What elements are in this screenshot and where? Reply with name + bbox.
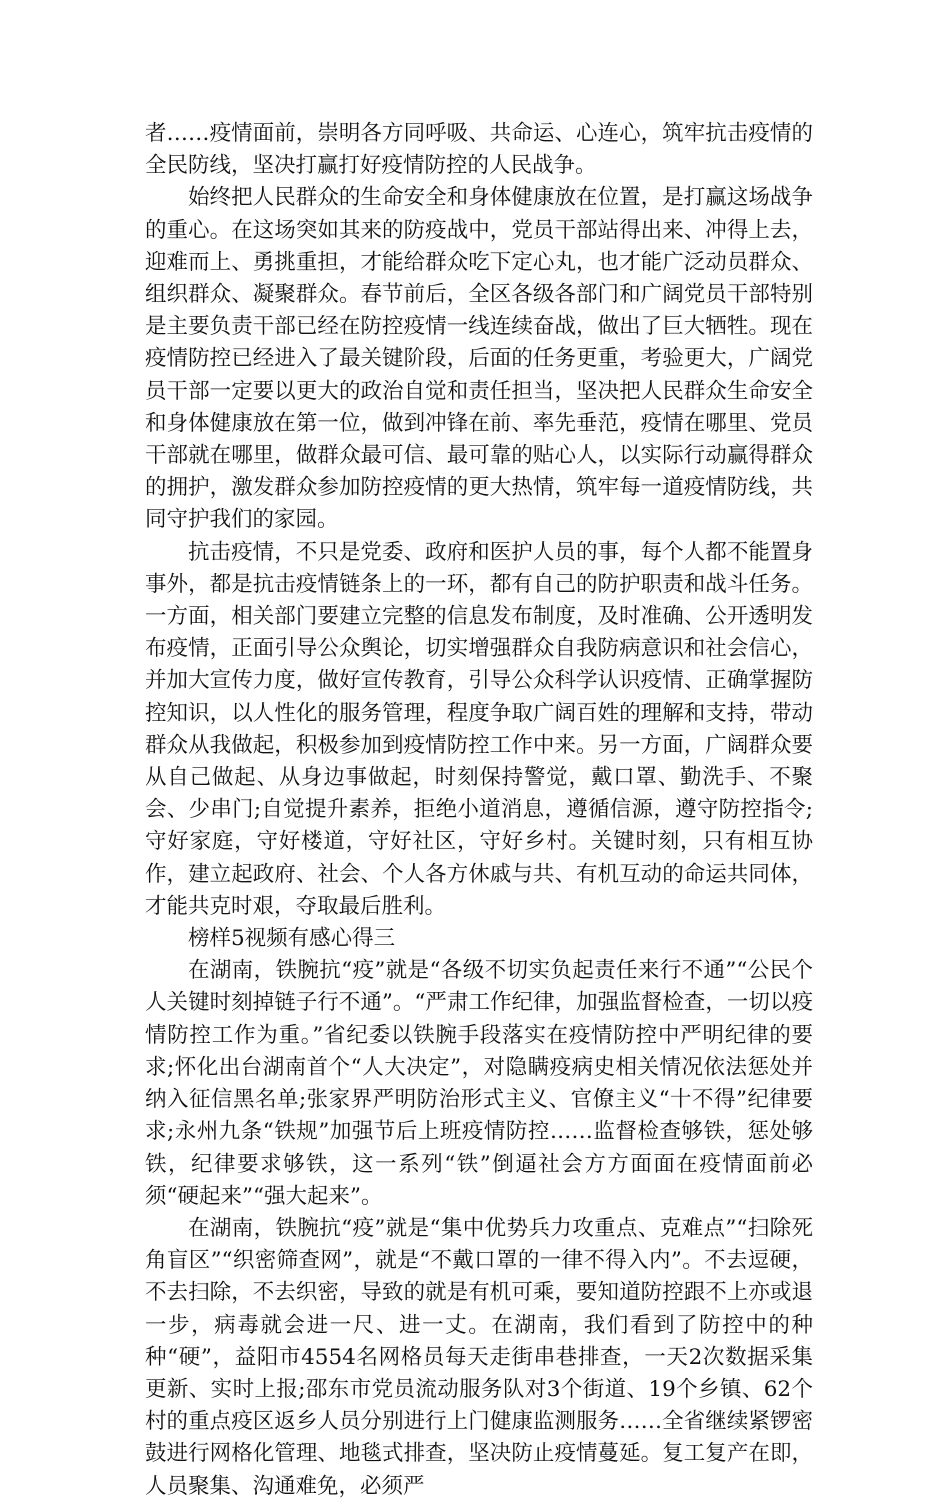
paragraph-hunan-prevention: 在湖南，铁腕抗“疫”就是“集中优势兵力攻重点、克难点”“扫除死角盲区”“织密筛查网”，就是“不戴口罩的一律不得入内”。不去逗硬，不去扫除，不去织密，导致的就是有机可乘，要知道防控跟不上亦或退一步，病毒就会进一尺、进一丈。在湖南，我们看到了防控中的种种“硬”，益阳市4554名网格员每天走街串巷排查，一天2次数据采集更新、实时上报;邵东市党员流动服务队对3个街道、19个乡镇、62个村的重点疫区返乡人员分别进行上门健康监测服务……全省继续紧锣密鼓进行网格化管理、地毯式排查，坚决防止疫情蔓延。复工复产在即，人员聚集、沟通难免，必须严 xyxy=(145,1215,813,1499)
document-body xyxy=(145,118,813,1503)
section-heading: 榜样5视频有感心得三 xyxy=(188,926,396,952)
paragraph-fight-epidemic: 抗击疫情，不只是党委、政府和医护人员的事，每个人都不能置身事外，都是抗击疫情链条上的一环，都有自己的防护职责和战斗任务。一方面，相关部门要建立完整的信息发布制度，及时准确、公开透明发布疫情，正面引导公众舆论，切实增强群众自我防病意识和社会信心，并加大宣传力度，做好宣传教育，引导公众科学认识疫情、正确掌握防控知识，以人性化的服务管理，程度争取广阔百姓的理解和支持，带动群众从我做起，积极参加到疫情防控工作中来。另一方面，广阔群众要从自己做起、从身边事做起，时刻保持警觉，戴口罩、勤洗手、不聚会、少串门;自觉提升素养，拒绝小道消息，遵循信源，遵守防控指令;守好家庭，守好楼道，守好社区，守好乡村。关键时刻，只有相互协作，建立起政府、社会、个人各方休戚与共、有机互动的命运共同体，才能共克时艰，夺取最后胜利。 xyxy=(145,539,813,919)
paragraph-people-safety: 始终把人民群众的生命安全和身体健康放在位置，是打赢这场战争的重心。在这场突如其来的防疫战中，党员干部站得出来、冲得上去，迎难而上、勇挑重担，才能给群众吃下定心丸，也才能广泛动员群众、组织群众、凝聚群众。春节前后，全区各级各部门和广阔党员干部特别是主要负责干部已经在防控疫情一线连续奋战，做出了巨大牺牲。现在疫情防控已经进入了最关键阶段，后面的任务更重，考验更大，广阔党员干部一定要以更大的政治自觉和责任担当，坚决把人民群众生命安全和身体健康放在第一位，做到冲锋在前、率先垂范，疫情在哪里、党员干部就在哪里，做群众最可信、最可靠的贴心人，以实际行动赢得群众的拥护，激发群众参加防控疫情的更大热情，筑牢每一道疫情防线，共同守护我们的家园。 xyxy=(145,185,813,533)
paragraph-hunan-discipline: 在湖南，铁腕抗“疫”就是“各级不切实负起责任来行不通”“公民个人关键时刻掉链子行不通”。“严肃工作纪律，加强监督检查，一切以疫情防控工作为重。”省纪委以铁腕手段落实在疫情防控中严明纪律的要求;怀化出台湖南首个“人大决定”，对隐瞒疫病史相关情况依法惩处并纳入征信黑名单;张家界严明防治形式主义、官僚主义“十不得”纪律要求;永州九条“铁规”加强节后上班疫情防控……监督检查够铁，惩处够铁，纪律要求够铁，这一系列“铁”倒逼社会方方面面在疫情面前必须“硬起来”“强大起来”。 xyxy=(145,958,813,1209)
paragraph-continuation: 者……疫情面前，崇明各方同呼吸、共命运、心连心，筑牢抗击疫情的全民防线，坚决打赢打好疫情防控的人民战争。 xyxy=(145,121,813,179)
